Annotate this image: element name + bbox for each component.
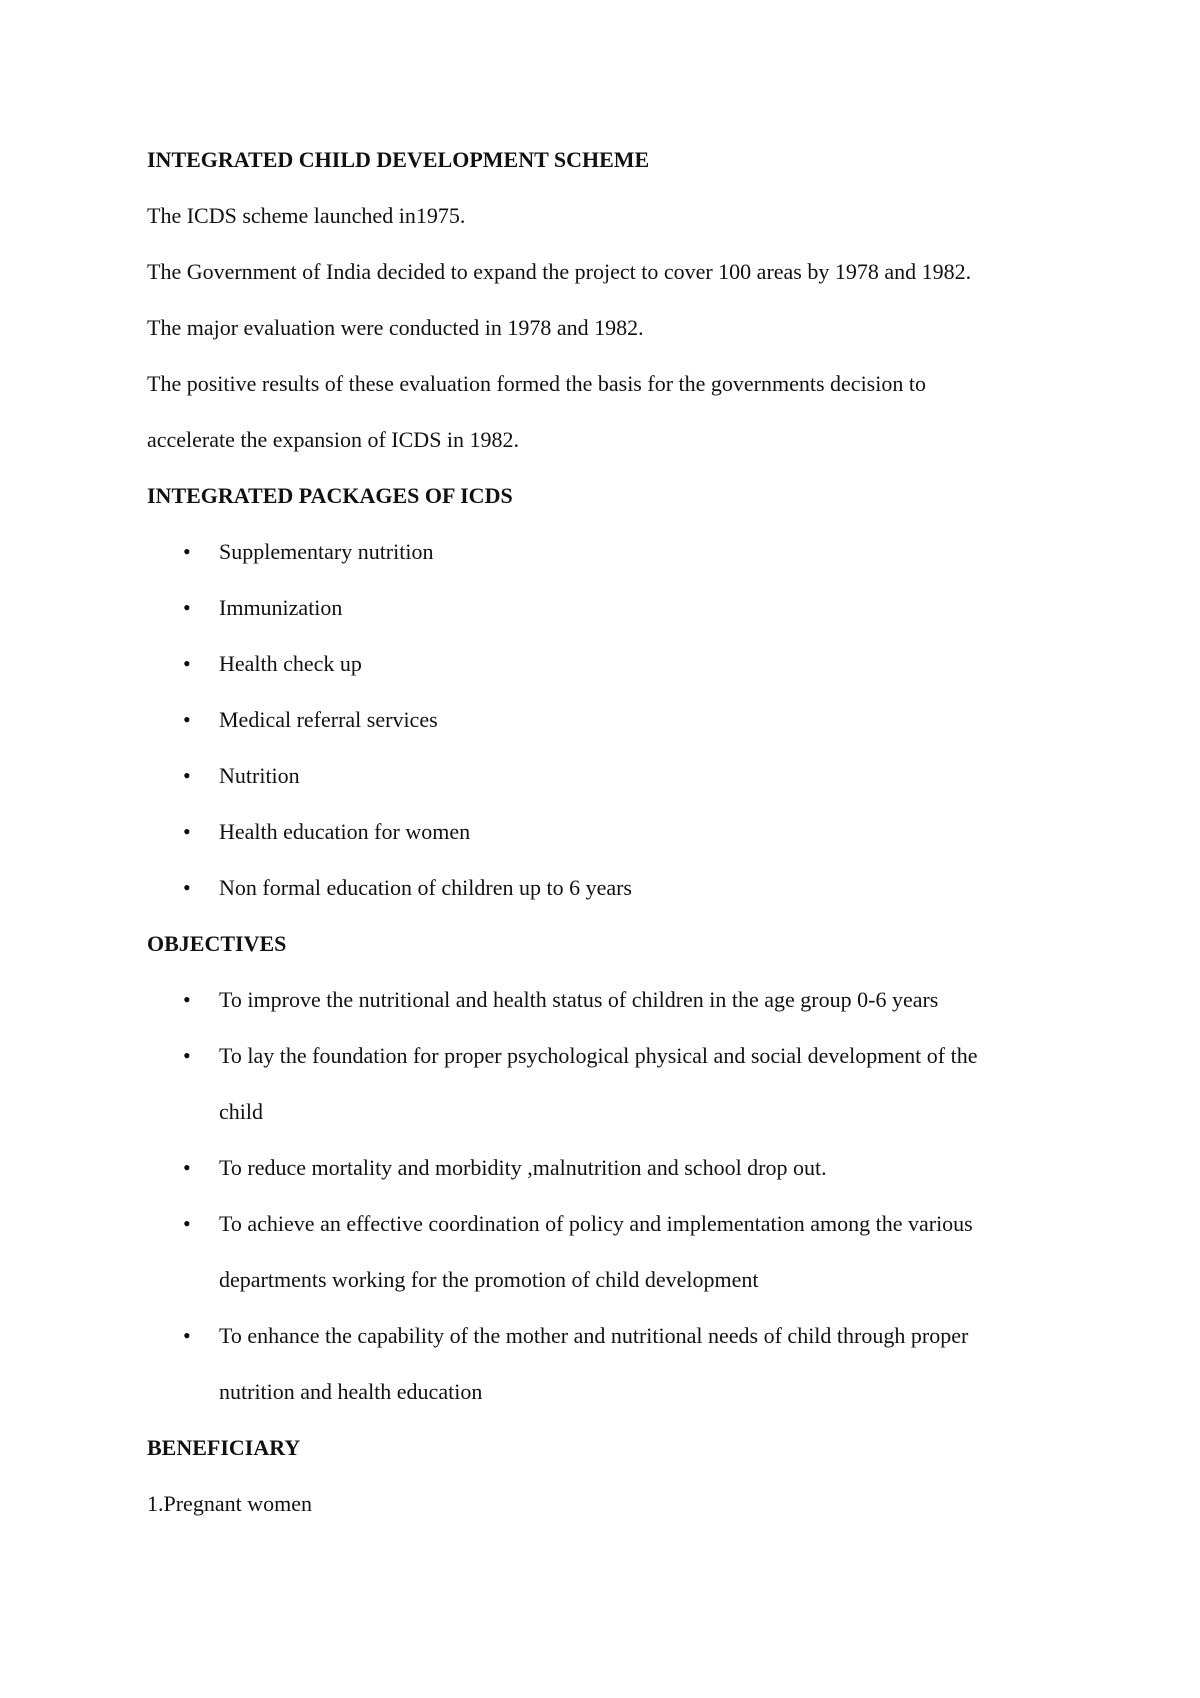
bullet-icon: •	[183, 651, 191, 676]
beneficiary-heading: BENEFICIARY	[147, 1435, 301, 1460]
list-item-text: Supplementary nutrition	[219, 539, 434, 564]
list-item-text: child	[219, 1099, 263, 1124]
intro-line: The positive results of these evaluation formed the basis for the governments decision to	[147, 371, 926, 396]
list-item-text: Health education for women	[219, 819, 471, 844]
bullet-icon: •	[183, 1323, 191, 1348]
list-item-text: To enhance the capability of the mother and nutritional needs of child through proper	[219, 1323, 969, 1348]
intro-line: The major evaluation were conducted in 1978 and 1982.	[147, 315, 644, 340]
list-item-text: To reduce mortality and morbidity ,malnutrition and school drop out.	[219, 1155, 827, 1180]
bullet-icon: •	[183, 539, 191, 564]
bullet-icon: •	[183, 819, 191, 844]
list-item-text: nutrition and health education	[219, 1379, 483, 1404]
bullet-icon: •	[183, 1211, 191, 1236]
bullet-icon: •	[183, 987, 191, 1012]
bullet-icon: •	[183, 875, 191, 900]
document-title: INTEGRATED CHILD DEVELOPMENT SCHEME	[147, 147, 650, 172]
bullet-icon: •	[183, 707, 191, 732]
list-item-text: Nutrition	[219, 763, 300, 788]
list-item-text: Medical referral services	[219, 707, 438, 732]
list-item-text: Health check up	[219, 651, 362, 676]
bullet-icon: •	[183, 763, 191, 788]
list-item-text: Non formal education of children up to 6 years	[219, 875, 632, 900]
intro-line: The Government of India decided to expand the project to cover 100 areas by 1978 and 1982.	[147, 259, 972, 284]
bullet-icon: •	[183, 595, 191, 620]
bullet-icon: •	[183, 1155, 191, 1180]
beneficiary-item: 1.Pregnant women	[147, 1491, 312, 1516]
objectives-heading: OBJECTIVES	[147, 931, 287, 956]
intro-line: accelerate the expansion of ICDS in 1982.	[147, 427, 520, 452]
packages-heading: INTEGRATED PACKAGES OF ICDS	[147, 483, 513, 508]
list-item-text: To lay the foundation for proper psychological physical and social development of the	[219, 1043, 978, 1068]
bullet-icon: •	[183, 1043, 191, 1068]
list-item-text: To improve the nutritional and health status of children in the age group 0-6 years	[219, 987, 939, 1012]
list-item-text: departments working for the promotion of child development	[219, 1267, 759, 1292]
list-item-text: To achieve an effective coordination of policy and implementation among the various	[219, 1211, 973, 1236]
list-item-text: Immunization	[219, 595, 343, 620]
intro-line: The ICDS scheme launched in1975.	[147, 203, 466, 228]
